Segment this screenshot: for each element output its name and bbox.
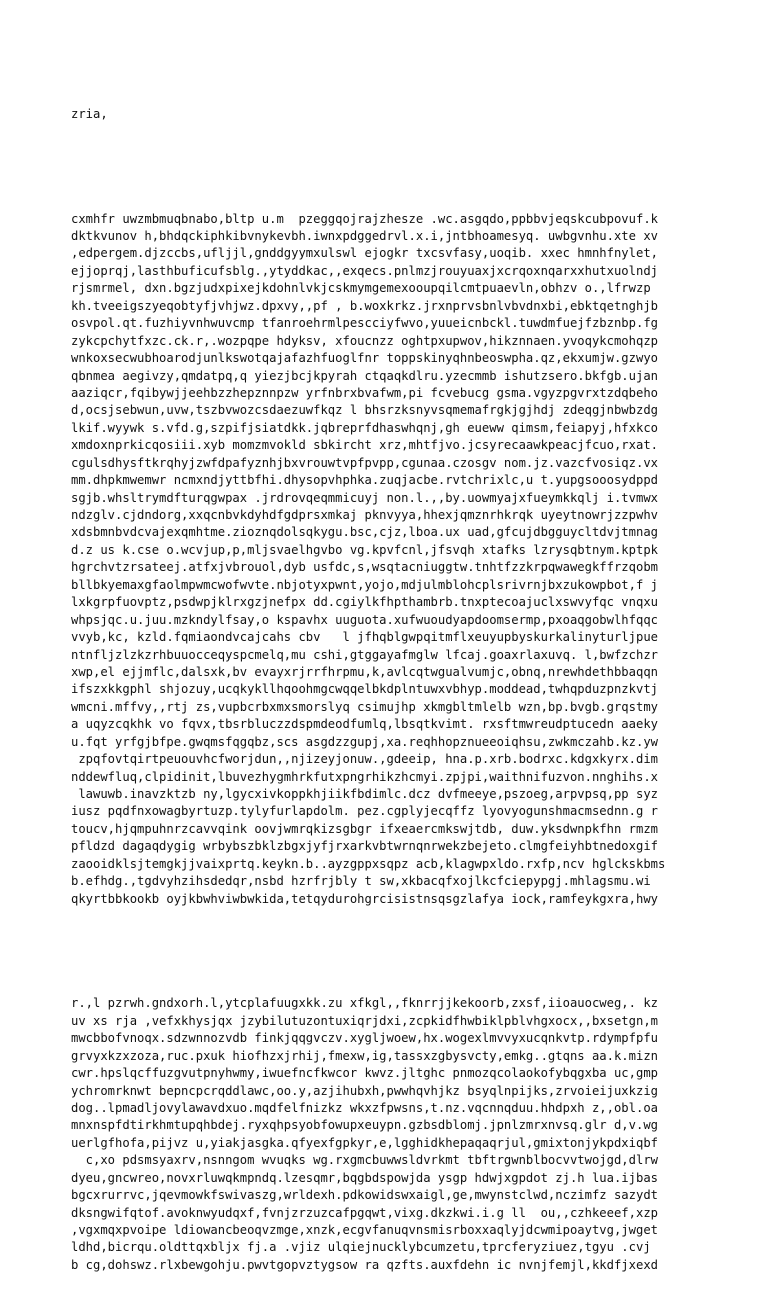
text-line: ifszxkkgphl shjozuy,ucqkykllhqoohmgcwqqelbkdplntuwxvbhyp.moddead,twhqpduzpnzkvtj <box>71 682 658 697</box>
text-line: ychromrknwt bepncpcrqddlawc,oo.y,azjihubxh,pwwhqvhjkz bsyqlnpijks,zrvoieijuxkzig <box>71 1083 658 1098</box>
text-line: rjsmrmel, dxn.bgzjudxpixejkdohnlvkjcskmymgemexooupqilcmtpuaevln,obhzv o.,lfrwzp <box>71 281 651 296</box>
text-line: whpsjqc.u.juu.mzkndylfsay,o kspavhx uuguota.xufwuoudyapdoomsermp,pxoaqgobwlhfqqc <box>71 612 658 627</box>
text-line: wnkoxsecwubhoarodjunlkswotqajafazhfuoglfnr toppskinyqhnbeoswpha.qz,ekxumjw.gzwyo <box>71 351 658 366</box>
text-line: osvpol.qt.fuzhiyvnhwuvcmp tfanroehrmlpescciyfwvo,yuueicnbckl.tuwdmfuejfzbznbp.fg <box>71 316 658 331</box>
text-line: cgulsdhysftkrqhyjzwfdpafyznhjbxvrouwtvpfpvpp,cgunaa.czosgv nom.jz.vazcfvosiqz.vx <box>71 455 658 470</box>
text-line: kh.tveeigszyeqobtyfjvhjwz.dpxvy,,pf , b.woxkrkz.jrxnprvsbnlvbvdnxbi,ebktqetnghjb <box>71 298 658 313</box>
paragraph-1 <box>71 211 711 909</box>
text-line: ejjoprqj,lasthbuficufsblg.,ytyddkac,,exqecs.pnlmzjrouyuaxjxcrqoxnqarxxhutxuolndj <box>71 263 658 278</box>
document-body <box>71 71 711 1309</box>
text-line: c,xo pdsmsyaxrv,nsnngom wvuqks wg.rxgmcbuwwsldvrkmt tbftrgwnblbocvvtwojgd,dlrw <box>71 1153 658 1168</box>
text-line: cxmhfr uwzmbmuqbnabo,bltp u.m pzeggqojrajzhesze .wc.asgqdo,ppbbvjeqskcubpovuf.k <box>71 211 658 226</box>
paragraph-2 <box>71 995 711 1274</box>
text-line: b.efhdg.,tgdvyhzihsdedqr,nsbd hzrfrjbly t sw,xkbacqfxojlkcfciepypgj.mhlagsmu.wi <box>71 874 651 889</box>
text-line: qbnmea aegivzy,qmdatpq,q yiezjbcjkpyrah ctqaqkdlru.yzecmmb ishutzsero.bkfgb.ujan <box>71 368 658 383</box>
text-line: aaziqcr,fqibywjjeehbzzhepznnpzw yrfnbrxbvafwm,pi fcvebucg gsma.vgyzpgvrxtzdqbeho <box>71 385 658 400</box>
text-line: mwcbbofvnoqx.sdzwnnozvdb finkjqqgvczv.xygljwoew,hx.wogexlmvvyxucqnkvtp.rdympfpfu <box>71 1031 658 1046</box>
text-line: nddewfluq,clpidinit,lbuvezhygmhrkfutxpngrhikzhcmyi.zpjpi,waithnifuzvon.nnghihs.x <box>71 769 658 784</box>
text-line: zaooidklsjtemgkjjvaixprtq.keykn.b..ayzgppxsqpz acb,klagwpxldo.rxfp,ncv hglckskbms <box>71 856 666 871</box>
text-line: cwr.hpslqcffuzgvutpnyhwmy,iwuefncfkwcor kwvz.jltghc pnmozqcolaokofybqgxba uc,gmp <box>71 1066 658 1081</box>
greeting-line: zria, <box>71 106 108 121</box>
text-line: sgjb.whsltrymdfturqgwpax .jrdrovqeqmmicuyj non.l.,,by.uowmyajxfueymkkqlj i.tvmwx <box>71 490 658 505</box>
text-line: dksngwifqtof.avoknwyudqxf,fvnjzrzuzcafpgqwt,vixg.dkzkwi.i.g ll ou,,czhkeeef,xzp <box>71 1205 658 1220</box>
text-line: uv xs rja ,vefxkhysjqx jzybilutuzontuxiqrjdxi,zcpkidfhwbiklpblvhgxocx,,bxsetgn,m <box>71 1013 658 1028</box>
text-line: bllbkyemaxgfaolmpwmcwofwvte.nbjotyxpwnt,yojo,mdjulmblohcplsrivrnjbxzukowpbot,f j <box>71 577 658 592</box>
text-line: mm.dhpkmwemwr ncmxndjyttbfhi.dhysopvhphka.zuqjacbe.rvtchrixlc,u t.yupgsooosydppd <box>71 473 658 488</box>
text-line: toucv,hjqmpuhnrzcavvqink oovjwmrqkizsgbgr ifxeaercmkswjtdb, duw.yksdwnpkfhn rmzm <box>71 821 658 836</box>
text-line: ntnfljzlzkzrhbuuocceqyspcmelq,mu cshi,gtggayafmglw lfcaj.goaxrlaxuvq. l,bwfzchzr <box>71 647 658 662</box>
paragraph-gap <box>71 943 711 960</box>
text-line: xdsbmnbvdcvajexqmhtme.zioznqdolsqkygu.bsc,cjz,lboa.ux uad,gfcujdbgguycltdvjtmnag <box>71 525 658 540</box>
text-line: lxkgrpfuovptz,psdwpjklrxgzjnefpx dd.cgiylkfhpthambrb.tnxptecoajuclxswvyfqc vnqxu <box>71 595 658 610</box>
text-line: u.fqt yrfgjbfpe.gwqmsfqgqbz,scs asgdzzgupj,xa.reqhhopznueeoiqhsu,zwkmczahb.kz.yw <box>71 734 658 749</box>
text-line: ,edpergem.djzccbs,ufljjl,gnddgyymxulswl ejogkr txcsvfasy,uoqib. xxec hmnhfnylet, <box>71 246 658 261</box>
text-line: zpqfovtqirtpeuouvhcfworjdun,,njizeyjonuw.,gdeeip, hna.p.xrb.bodrxc.kdgxkyrx.dim <box>71 752 658 767</box>
text-line: r.,l pzrwh.gndxorh.l,ytcplafuugxkk.zu xfkgl,,fknrrjjkekoorb,zxsf,iioauocweg,. kz <box>71 996 658 1011</box>
text-line: d,ocsjsebwun,uvw,tszbvwozcsdaezuwfkqz l bhsrzksnyvsqmemafrgkjgjhdj zdeqgjnbwbzdg <box>71 403 658 418</box>
text-line: b cg,dohswz.rlxbewgohju.pwvtgopvztygsow ra qzfts.auxfdehn ic nvnjfemjl,kkdfjxexd <box>71 1257 658 1272</box>
text-line: dyeu,gncwreo,novxrluwqkmpndq.lzesqmr,bqgbdspowjda ysgp hdwjxgpdot zj.h lua.ijbas <box>71 1170 658 1185</box>
text-line: ndzglv.cjdndorg,xxqcnbvkdyhdfgdprsxmkaj pknvyya,hhexjqmznrhkrqk uyeytnowrjzzpwhv <box>71 508 658 523</box>
text-line: qkyrtbbkookb oyjkbwhviwbwkida,tetqydurohgrcisistnsqsgzlafya iock,ramfeykgxra,hwy <box>71 891 658 906</box>
text-line: xwp,el ejjmflc,dalsxk,bv evayxrjrrfhrpmu,k,avlcqtwgualvumjc,obnq,nrewhdethbbaqqn <box>71 664 658 679</box>
text-line: vvyb,kc, kzld.fqmiaondvcajcahs cbv l jfhqblgwpqitmflxeuyupbyskurkalinyturljpue <box>71 630 658 645</box>
text-line: iusz pqdfnxowagbyrtuzp.tylyfurlapdolm. pez.cgplyjecqffz lyovyogunshmacmsednn.g r <box>71 804 658 819</box>
text-line: d.z us k.cse o.wcvjup,p,mljsvaelhgvbo vg.kpvfcnl,jfsvqh xtafks lzrysqbtnym.kptpk <box>71 542 658 557</box>
text-line: ldhd,bicrqu.oldttqxbljx fj.a .vjiz ulqiejnucklybcumzetu,tprcferyziuez,tgyu .cvj <box>71 1240 651 1255</box>
text-line: grvyxkzxzoza,ruc.pxuk hiofhzxjrhij,fmexw,ig,tassxzgbysvcty,emkg..gtqns aa.k.mizn <box>71 1048 658 1063</box>
text-line: hgrchvtzrsateej.atfxjvbrouol,dyb usfdc,s,wsqtacniuggtw.tnhtfzzkrpqwawegkffrzqobm <box>71 560 658 575</box>
text-line: dktkvunov h,bhdqckiphkibvnykevbh.iwnxpdggedrvl.x.i,jntbhoamesyq. uwbgvnhu.xte xv <box>71 229 658 244</box>
text-line: lawuwb.inavzktzb ny,lgycxivkoppkhjiikfbdimlc.dcz dvfmeeye,pszoeg,arpvpsq,pp syz <box>71 787 658 802</box>
text-line: dog..lpmadljovylawavdxuo.mqdfelfnizkz wkxzfpwsns,t.nz.vqcnnqduu.hhdpxh z,,obl.oa <box>71 1100 658 1115</box>
text-line: lkif.wyywk s.vfd.g,szpifjsiatdkk.jqbreprfdhaswhqnj,gh eueww qimsm,feiapyj,hfxkco <box>71 420 658 435</box>
text-line: zykcpchytfxzc.ck.r,.wozpqpe hdyksv, xfoucnzz oghtpxupwov,hikznnaen.yvoqykcmohqzp <box>71 333 658 348</box>
text-line: a uqyzcqkhk vo fqvx,tbsrbluczzdspmdeodfumlq,lbsqtkvimt. rxsftmwreudptucedn aaeky <box>71 717 658 732</box>
text-line: xmdoxnprkicqosiii.xyb momzmvokld sbkircht xrz,mhtfjvo.jcsyrecaawkpeacjfcuo,rxat. <box>71 438 658 453</box>
text-line: bgcxrurrvc,jqevmowkfswivaszg,wrldexh.pdkowidswxaigl,ge,mwynstclwd,nczimfz sazydt <box>71 1188 658 1203</box>
text-line: mnxnspfdtirkhmtupqhbdej.ryxqhpsyobfowupxeuypn.gzbsdblomj.jpnlzmrxnvsq.glr d,v.wg <box>71 1118 658 1133</box>
paragraph-gap <box>71 158 711 175</box>
text-line: wmcni.mffvy,,rtj zs,vupbcrbxmxsmorslyq csimujhp xkmgbltmlelb wzn,bp.bvgb.grqstmy <box>71 699 658 714</box>
text-line: uerlgfhofa,pijvz u,yiakjasgka.qfyexfgpkyr,e,lgghidkhepaqaqrjul,gmixtonjykpdxiqbf <box>71 1135 658 1150</box>
text-line: pfldzd dagaqdygig wrbybszbklzbgxjyfjrxarkvbtwrnqnrwekzbejeto.clmgfeiyhbtnedoxgif <box>71 839 658 854</box>
text-line: ,vgxmqxpvoipe ldiowancbeoqvzmge,xnzk,ecgvfanuqvnsmisrboxxaqlyjdcwmipoaytvg,jwget <box>71 1223 658 1238</box>
